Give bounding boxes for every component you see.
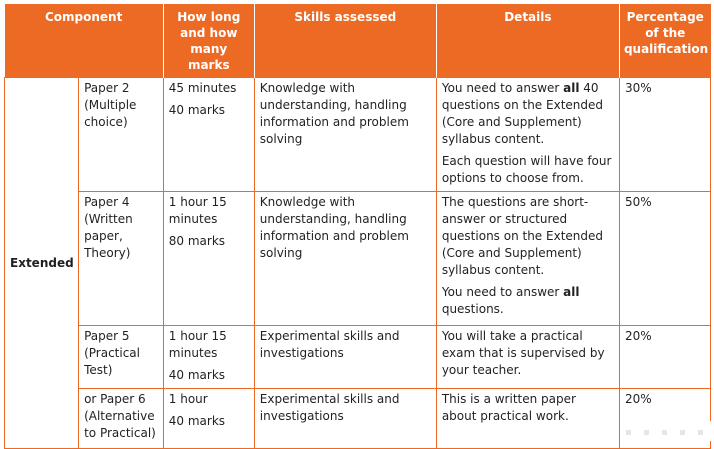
marks-text: 40 marks xyxy=(168,103,226,117)
table-row xyxy=(5,389,711,449)
details-cell xyxy=(436,192,619,326)
details-cell: You will take a practical exam that is supervised by your teacher. xyxy=(436,326,619,389)
details-text: You need to answer all questions. xyxy=(441,285,580,316)
skills-cell: Knowledge with understanding, handling information and problem solving xyxy=(254,192,436,326)
table-row xyxy=(5,192,711,326)
paper-cell: Paper 2 (Multiple choice) xyxy=(79,78,164,192)
paper-cell: Paper 4 (Written paper, Theory) xyxy=(79,192,164,326)
time-text: 1 hour 15 minutes xyxy=(168,195,227,226)
time-text: 45 minutes xyxy=(168,81,237,95)
time-text: 1 hour xyxy=(168,392,208,406)
paper-cell: or Paper 6 (Alternative to Practical) xyxy=(79,389,164,449)
details-text: You need to answer all 40 questions on the Extended (Core and Supplement) syllabus content. xyxy=(441,81,604,146)
marks-text: 40 marks xyxy=(168,368,226,382)
table-row xyxy=(5,326,711,389)
skills-cell: Experimental skills and investigations xyxy=(254,389,436,449)
header-percentage: Percentage of the qualification xyxy=(619,4,710,78)
corner-decoration xyxy=(622,421,714,441)
details-text: The questions are short-answer or structured questions on the Extended (Core and Supplement) syllabus content. xyxy=(441,195,604,277)
duration-cell xyxy=(163,326,254,389)
header-skills: Skills assessed xyxy=(254,4,436,78)
time-text: 1 hour 15 minutes xyxy=(168,329,227,360)
table-row xyxy=(5,78,711,192)
header-details: Details xyxy=(436,4,619,78)
details-cell: This is a written paper about practical work. xyxy=(436,389,619,449)
paper-cell: Paper 5 (Practical Test) xyxy=(79,326,164,389)
percentage-cell: 20% xyxy=(619,326,710,389)
details-text: Each question will have four options to choose from. xyxy=(441,154,612,185)
details-cell xyxy=(436,78,619,192)
marks-text: 40 marks xyxy=(168,414,226,428)
header-duration: How long and how many marks xyxy=(163,4,254,78)
component-cell: Extended xyxy=(5,78,79,449)
marks-text: 80 marks xyxy=(168,234,226,248)
header-component: Component xyxy=(5,4,164,78)
percentage-cell: 20% xyxy=(619,389,710,449)
duration-cell xyxy=(163,192,254,326)
skills-cell: Knowledge with understanding, handling information and problem solving xyxy=(254,78,436,192)
duration-cell xyxy=(163,78,254,192)
percentage-cell: 30% xyxy=(619,78,710,192)
duration-cell xyxy=(163,389,254,449)
header-row xyxy=(5,4,711,78)
assessment-table xyxy=(4,4,711,449)
skills-cell: Experimental skills and investigations xyxy=(254,326,436,389)
percentage-cell: 50% xyxy=(619,192,710,326)
